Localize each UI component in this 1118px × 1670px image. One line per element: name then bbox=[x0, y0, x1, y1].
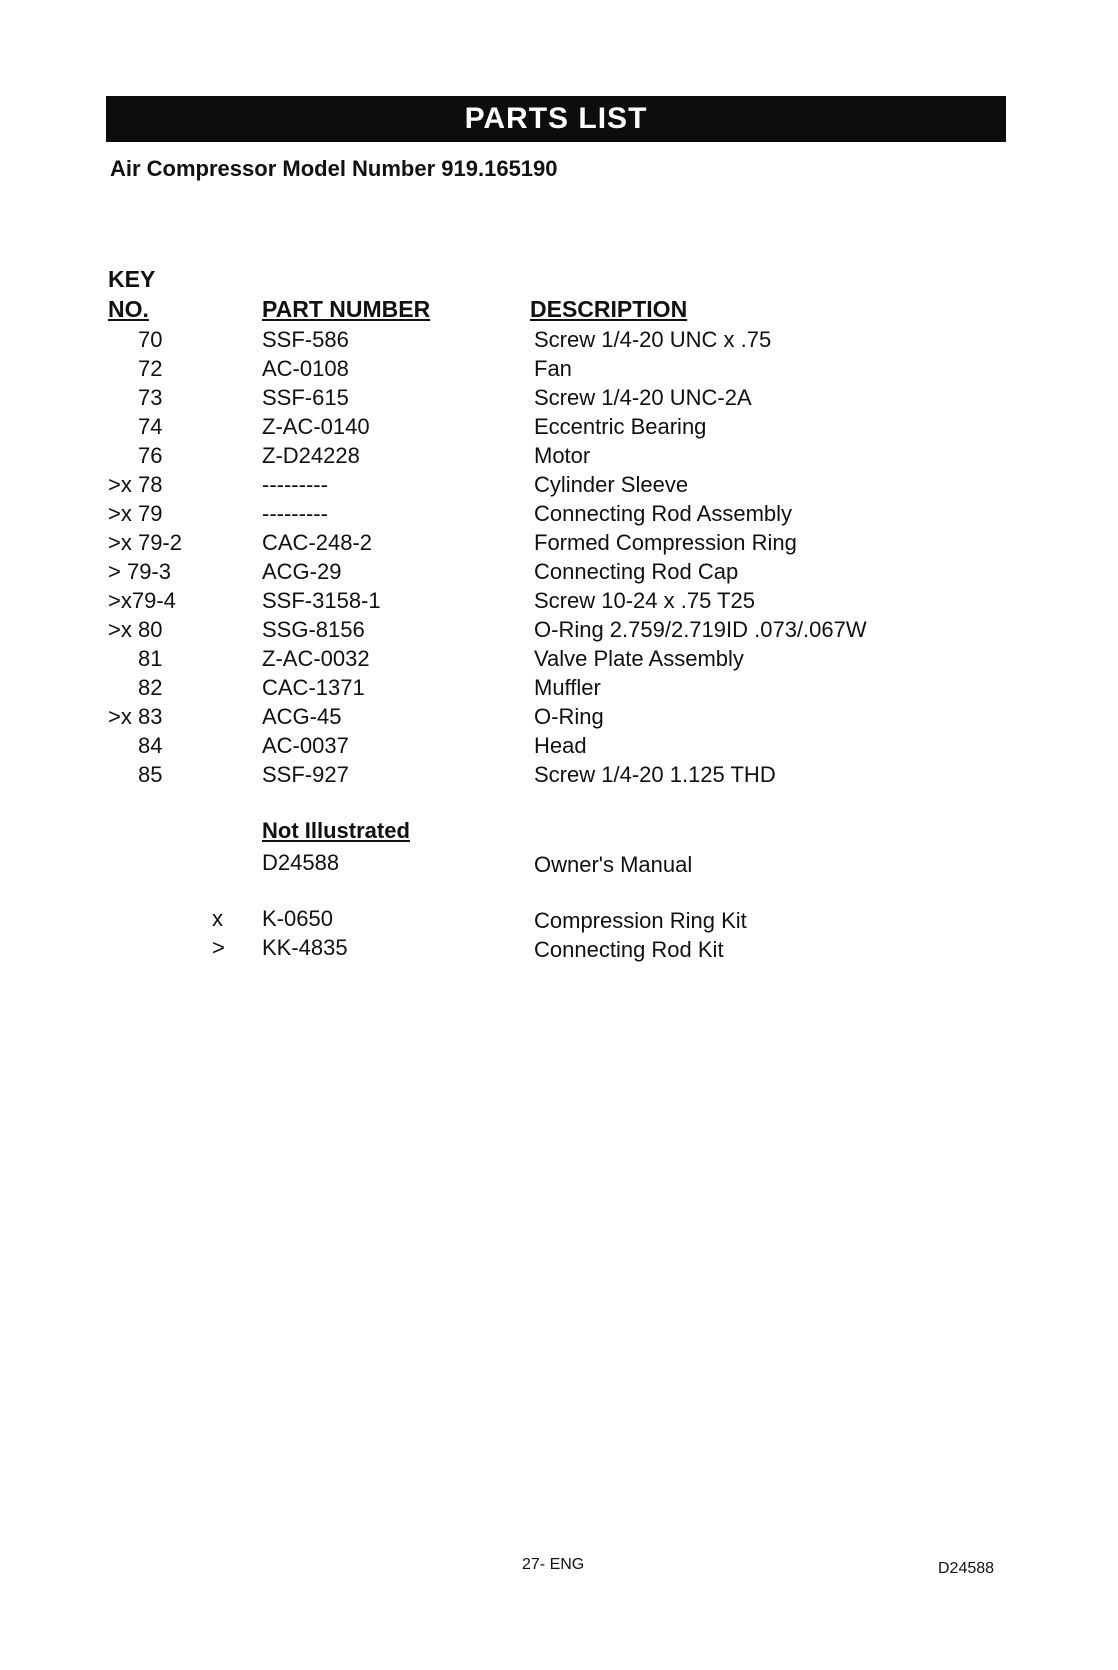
part-number: ACG-45 bbox=[262, 704, 342, 729]
page-number: 27- ENG bbox=[522, 1556, 585, 1573]
part-description: Cylinder Sleeve bbox=[534, 472, 689, 497]
part-number: Z-AC-0140 bbox=[262, 414, 370, 439]
part-description: Fan bbox=[534, 356, 572, 381]
part-description: Screw 1/4-20 UNC x .75 bbox=[534, 327, 772, 352]
part-key-number: > 79-3 bbox=[108, 559, 171, 584]
description-column bbox=[534, 325, 1034, 789]
kit-part-number: K-0650 bbox=[262, 906, 333, 931]
kit-mark: x bbox=[212, 906, 223, 931]
kit-description: Compression Ring Kit bbox=[534, 908, 747, 933]
key-header-line2: NO. bbox=[108, 296, 149, 322]
part-number: SSG-8156 bbox=[262, 617, 365, 642]
part-key-number: 82 bbox=[138, 675, 163, 700]
not-illustrated-heading: Not Illustrated bbox=[262, 818, 410, 843]
part-key-number: 70 bbox=[138, 327, 163, 352]
part-description: Screw 10-24 x .75 T25 bbox=[534, 588, 755, 613]
model-number-line: Air Compressor Model Number 919.165190 bbox=[110, 156, 558, 181]
part-description: Muffler bbox=[534, 675, 601, 700]
manual-part-number: D24588 bbox=[262, 850, 340, 875]
part-number-header: PART NUMBER bbox=[262, 296, 431, 322]
part-number: --------- bbox=[262, 501, 328, 526]
part-key-number: 76 bbox=[138, 443, 163, 468]
part-description: Formed Compression Ring bbox=[534, 530, 797, 555]
part-key-number: 73 bbox=[138, 385, 163, 410]
part-description: Connecting Rod Cap bbox=[534, 559, 739, 584]
parts-list-banner bbox=[106, 96, 1006, 142]
part-key-number: >x 80 bbox=[108, 617, 163, 642]
part-key-number: >x 78 bbox=[108, 472, 163, 497]
page-title: PARTS LIST bbox=[464, 102, 648, 135]
part-description: Head bbox=[534, 733, 587, 758]
part-description: Screw 1/4-20 1.125 THD bbox=[534, 762, 776, 787]
part-number: ACG-29 bbox=[262, 559, 342, 584]
part-key-number: >x 79 bbox=[108, 501, 163, 526]
part-number: CAC-1371 bbox=[262, 675, 365, 700]
part-description: O-Ring 2.759/2.719ID .073/.067W bbox=[534, 617, 867, 642]
part-number: Z-D24228 bbox=[262, 443, 360, 468]
part-number: SSF-3158-1 bbox=[262, 588, 381, 613]
part-key-number: 84 bbox=[138, 733, 163, 758]
part-number: SSF-586 bbox=[262, 327, 349, 352]
part-key-number: >x 83 bbox=[108, 704, 163, 729]
part-description: O-Ring bbox=[534, 704, 604, 729]
part-number: Z-AC-0032 bbox=[262, 646, 370, 671]
part-number: AC-0037 bbox=[262, 733, 349, 758]
manual-description: Owner's Manual bbox=[534, 852, 693, 877]
part-number: SSF-615 bbox=[262, 385, 349, 410]
part-number: CAC-248-2 bbox=[262, 530, 373, 555]
description-header: DESCRIPTION bbox=[530, 296, 688, 322]
part-key-number: 81 bbox=[138, 646, 163, 671]
part-description: Connecting Rod Assembly bbox=[534, 501, 793, 526]
part-key-number: 72 bbox=[138, 356, 163, 381]
part-number: SSF-927 bbox=[262, 762, 349, 787]
kit-mark: > bbox=[212, 935, 225, 960]
part-number: --------- bbox=[262, 472, 328, 497]
part-description: Eccentric Bearing bbox=[534, 414, 707, 439]
part-key-number: >x 79-2 bbox=[108, 530, 182, 555]
part-description: Screw 1/4-20 UNC-2A bbox=[534, 385, 752, 410]
part-description: Valve Plate Assembly bbox=[534, 646, 744, 671]
part-key-number: 85 bbox=[138, 762, 163, 787]
part-key-number: 74 bbox=[138, 414, 163, 439]
part-key-number: >x79-4 bbox=[108, 588, 176, 613]
document-number: D24588 bbox=[938, 1560, 995, 1577]
part-number-column bbox=[262, 325, 502, 789]
part-number: AC-0108 bbox=[262, 356, 349, 381]
part-description: Motor bbox=[534, 443, 591, 468]
kit-description: Connecting Rod Kit bbox=[534, 937, 724, 962]
key-number-column bbox=[108, 325, 218, 789]
key-header-line1: KEY bbox=[108, 266, 156, 292]
kit-part-number: KK-4835 bbox=[262, 935, 348, 960]
